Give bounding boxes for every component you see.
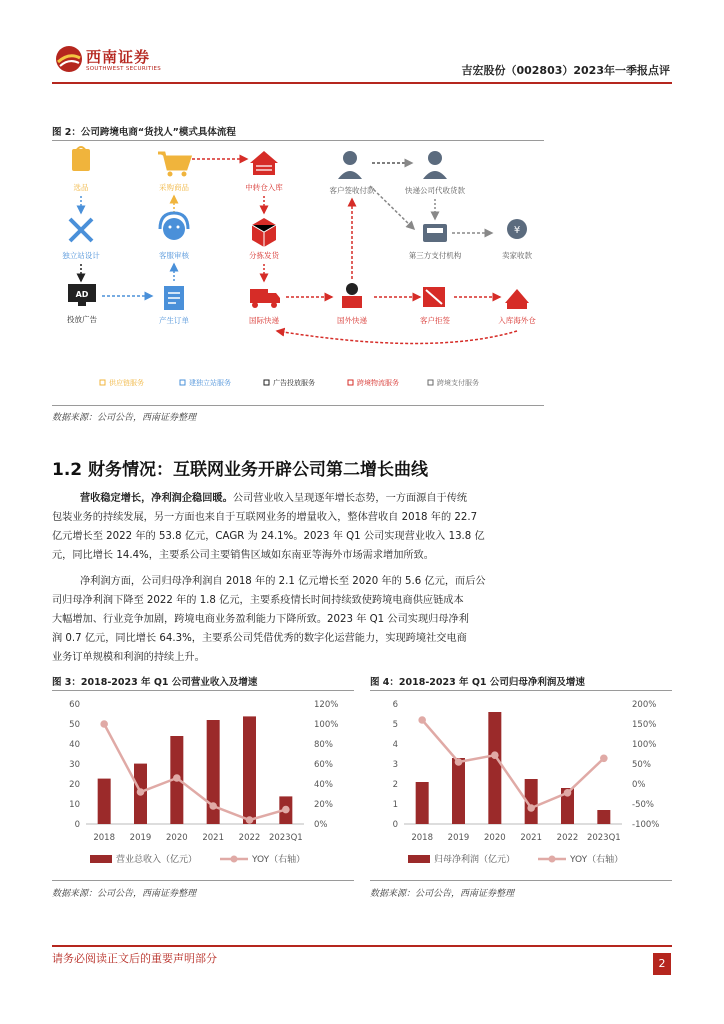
yoy-point-2020 — [491, 751, 499, 759]
y-left-tick-label: 4 — [392, 740, 398, 750]
brand-name-cn: 西南证券 — [86, 48, 151, 66]
y-left-tick-label: 10 — [69, 800, 80, 810]
figure2-source: 数据来源：公司公告，西南证券整理 — [52, 413, 197, 423]
yoy-point-2023Q1 — [282, 806, 290, 814]
section-heading: 1.2 财务情况：互联网业务开辟公司第二增长曲线 — [52, 460, 429, 480]
y-right-tick-label: 100% — [314, 720, 339, 730]
yoy-point-2018 — [418, 716, 426, 724]
profit-chart — [370, 692, 672, 872]
para2-line-0: 净利润方面，公司归母净利润自 2018 年的 2.1 亿元增长至 2020 年的 5.6 亿元，而后公 — [80, 576, 486, 587]
svg-text:¥: ¥ — [513, 225, 521, 236]
legend-0: 供应链服务 — [109, 379, 144, 387]
y-right-tick-label: 150% — [632, 720, 657, 730]
x-tick-label: 2021 — [520, 833, 542, 843]
para2-line-3: 润 0.7 亿元，同比增长 64.3%，主要系公司凭借优秀的数字化运营能力，实现跨境社交电商 — [52, 633, 467, 644]
x-tick-label: 2020 — [166, 833, 188, 843]
process-flow-diagram — [52, 141, 544, 403]
para2-line-4: 业务订单规模和利润的持续上升。 — [52, 652, 205, 663]
figure4-source: 数据来源：公司公告，西南证券整理 — [370, 889, 515, 899]
node-guowai-kuaidi: 国外快递 — [337, 316, 367, 325]
y-left-tick-label: 60 — [69, 700, 80, 710]
design-tools-icon — [70, 219, 92, 241]
y-left-tick-label: 5 — [392, 720, 398, 730]
legend-bar-swatch — [90, 855, 112, 863]
yoy-line — [104, 724, 286, 820]
para1-line-3: 元，同比增长 14.4%，主要系公司主要销售区域如东南亚等海外市场需求增加所致。 — [52, 550, 434, 561]
legend-4: 跨境支付服务 — [437, 379, 479, 387]
y-right-tick-label: 100% — [632, 740, 657, 750]
yoy-point-2020 — [173, 774, 181, 782]
package-box-icon — [252, 218, 276, 247]
yoy-point-2019 — [455, 758, 463, 766]
para1-line-1: 包装业务的持续发展，另一方面也来自于互联网业务的增量收入，整体营收自 2018 年的 22.7 — [52, 512, 478, 523]
warehouse-icon — [250, 151, 278, 175]
footer-divider — [52, 945, 672, 947]
y-left-tick-label: 3 — [392, 760, 398, 770]
seller-receive-icon — [507, 219, 527, 239]
shopping-bag-icon — [72, 147, 90, 171]
legend-3: 跨境物流服务 — [357, 379, 399, 387]
refusal-box-icon — [423, 287, 445, 307]
y-left-tick-label: 2 — [392, 780, 398, 790]
node-ruku: 入库海外仓 — [498, 316, 536, 325]
node-kefu: 客服审核 — [159, 251, 189, 260]
report-title: 吉宏股份（002803）2023年一季报点评 — [461, 64, 670, 77]
brand-name-en: SOUTHWEST SECURITIES — [86, 66, 162, 72]
node-maijia-shoukuan: 卖家收款 — [502, 251, 532, 260]
ad-text: AD — [75, 290, 89, 299]
page-number: 2 — [653, 953, 671, 975]
para2-line-1: 司归母净利润下降至 2022 年的 1.8 亿元，主要系疫情长时间持续致使跨境电商供应链成本 — [52, 595, 464, 606]
legend-line-label: YOY（右轴） — [252, 855, 306, 865]
y-left-tick-label: 50 — [69, 720, 80, 730]
x-tick-label: 2019 — [129, 833, 152, 843]
legend-line-label: YOY（右轴） — [570, 855, 624, 865]
y-left-tick-label: 20 — [69, 780, 80, 790]
order-form-icon — [164, 286, 184, 310]
y-right-tick-label: 0% — [314, 820, 328, 830]
figure4-bottom-rule — [370, 880, 672, 881]
delivery-truck-icon — [250, 289, 280, 308]
bar-2018 — [98, 779, 111, 824]
x-tick-label: 2022 — [556, 833, 579, 843]
bar-2019 — [452, 758, 465, 824]
legend-bar-label: 营业总收入（亿元） — [116, 855, 198, 865]
figure3-bottom-rule — [52, 880, 354, 881]
para2-line-2: 大幅增加、行业竞争加剧，跨境电商业务盈利能力下降所致。2023 年 Q1 公司实现归母净利 — [52, 614, 469, 625]
footer-disclaimer: 请务必阅读正文后的重要声明部分 — [52, 952, 217, 965]
y-left-tick-label: 1 — [392, 800, 398, 810]
x-tick-label: 2020 — [484, 833, 506, 843]
bar-2022 — [243, 716, 256, 824]
yoy-point-2021 — [527, 804, 535, 812]
para1-bold-lead: 营收稳定增长，净利润企稳回暖。 — [80, 493, 233, 504]
foreign-courier-icon — [342, 283, 362, 308]
node-guoji-kuaidi: 国际快递 — [249, 316, 279, 325]
node-caigou: 采购商品 — [159, 183, 189, 192]
bar-2023Q1 — [597, 810, 610, 824]
y-left-tick-label: 40 — [69, 740, 80, 750]
y-right-tick-label: 0% — [632, 780, 646, 790]
figure4-title: 图 4：2018-2023 年 Q1 公司归母净利润及增速 — [370, 677, 585, 688]
y-left-tick-label: 0 — [392, 820, 398, 830]
legend-1: 建独立站服务 — [189, 379, 231, 387]
brand-logo-icon — [54, 44, 84, 74]
node-disanfang: 第三方支付机构 — [408, 251, 462, 260]
figure2-legend — [100, 378, 479, 387]
x-tick-label: 2018 — [93, 833, 115, 843]
y-right-tick-label: 50% — [632, 760, 651, 770]
yoy-point-2021 — [209, 802, 217, 810]
para1-line-0: 公司营业收入呈现逐年增长态势，一方面源自于传统 — [232, 493, 468, 504]
y-left-tick-label: 0 — [74, 820, 80, 830]
y-right-tick-label: -100% — [632, 820, 660, 830]
yoy-point-2019 — [137, 788, 145, 796]
node-kehu-shouqian: 客户签收付款 — [329, 186, 375, 195]
cart-icon — [158, 153, 190, 177]
ad-screen-icon — [68, 284, 96, 306]
node-duli-sheji: 独立站设计 — [62, 251, 100, 260]
headset-icon — [160, 213, 188, 240]
yoy-point-2022 — [564, 789, 572, 797]
y-right-tick-label: 20% — [314, 800, 333, 810]
overseas-warehouse-icon — [505, 289, 529, 309]
x-tick-label: 2022 — [238, 833, 261, 843]
yoy-point-2018 — [100, 720, 108, 728]
bar-2018 — [416, 782, 429, 824]
figure2-title: 图 2：公司跨境电商“货找人”模式具体流程 — [52, 127, 236, 138]
node-xuanpin: 选品 — [73, 183, 89, 192]
x-tick-label: 2023Q1 — [586, 833, 621, 843]
figure4-top-rule — [370, 690, 672, 691]
node-kuaidi-daishou: 快递公司代收货款 — [405, 186, 465, 195]
yoy-point-2023Q1 — [600, 754, 608, 762]
x-tick-label: 2023Q1 — [268, 833, 303, 843]
yoy-point-2022 — [246, 816, 254, 824]
x-tick-label: 2021 — [202, 833, 224, 843]
y-right-tick-label: 60% — [314, 760, 333, 770]
y-left-tick-label: 30 — [69, 760, 80, 770]
figure2-bottom-rule — [52, 405, 544, 406]
customer-sign-icon — [338, 151, 362, 179]
bar-2020 — [488, 712, 501, 824]
legend-2: 广告投放服务 — [273, 379, 315, 387]
x-tick-label: 2018 — [411, 833, 433, 843]
node-dingdan: 产生订单 — [159, 316, 189, 325]
legend-bar-label: 归母净利润（亿元） — [434, 855, 516, 865]
paragraph-profit — [52, 572, 672, 667]
revenue-chart — [52, 692, 354, 872]
paragraph-revenue — [52, 489, 672, 565]
figure3-top-rule — [52, 690, 354, 691]
node-zhongzhuan: 中转仓入库 — [245, 183, 283, 192]
para1-line-2: 亿元增长至 2022 年的 53.8 亿元，CAGR 为 24.1%。2023 年 Q1 公司实现营业收入 13.8 亿 — [52, 531, 485, 542]
payment-terminal-icon — [423, 224, 447, 242]
legend-line-marker — [231, 856, 238, 863]
x-tick-label: 2019 — [447, 833, 470, 843]
figure3-title: 图 3：2018-2023 年 Q1 公司营业收入及增速 — [52, 677, 258, 688]
courier-agent-icon — [423, 151, 447, 179]
figure3-source: 数据来源：公司公告，西南证券整理 — [52, 889, 197, 899]
y-right-tick-label: 80% — [314, 740, 333, 750]
node-toufang: 投放广告 — [67, 315, 97, 324]
y-right-tick-label: -50% — [632, 800, 654, 810]
yoy-line — [422, 720, 604, 808]
y-right-tick-label: 40% — [314, 780, 333, 790]
legend-bar-swatch — [408, 855, 430, 863]
y-left-tick-label: 6 — [392, 700, 398, 710]
node-kehu-juqian: 客户拒签 — [420, 316, 450, 325]
header-divider — [52, 82, 672, 84]
legend-line-marker — [549, 856, 556, 863]
y-right-tick-label: 120% — [314, 700, 339, 710]
node-fenjian: 分拣发货 — [249, 251, 279, 260]
y-right-tick-label: 200% — [632, 700, 657, 710]
